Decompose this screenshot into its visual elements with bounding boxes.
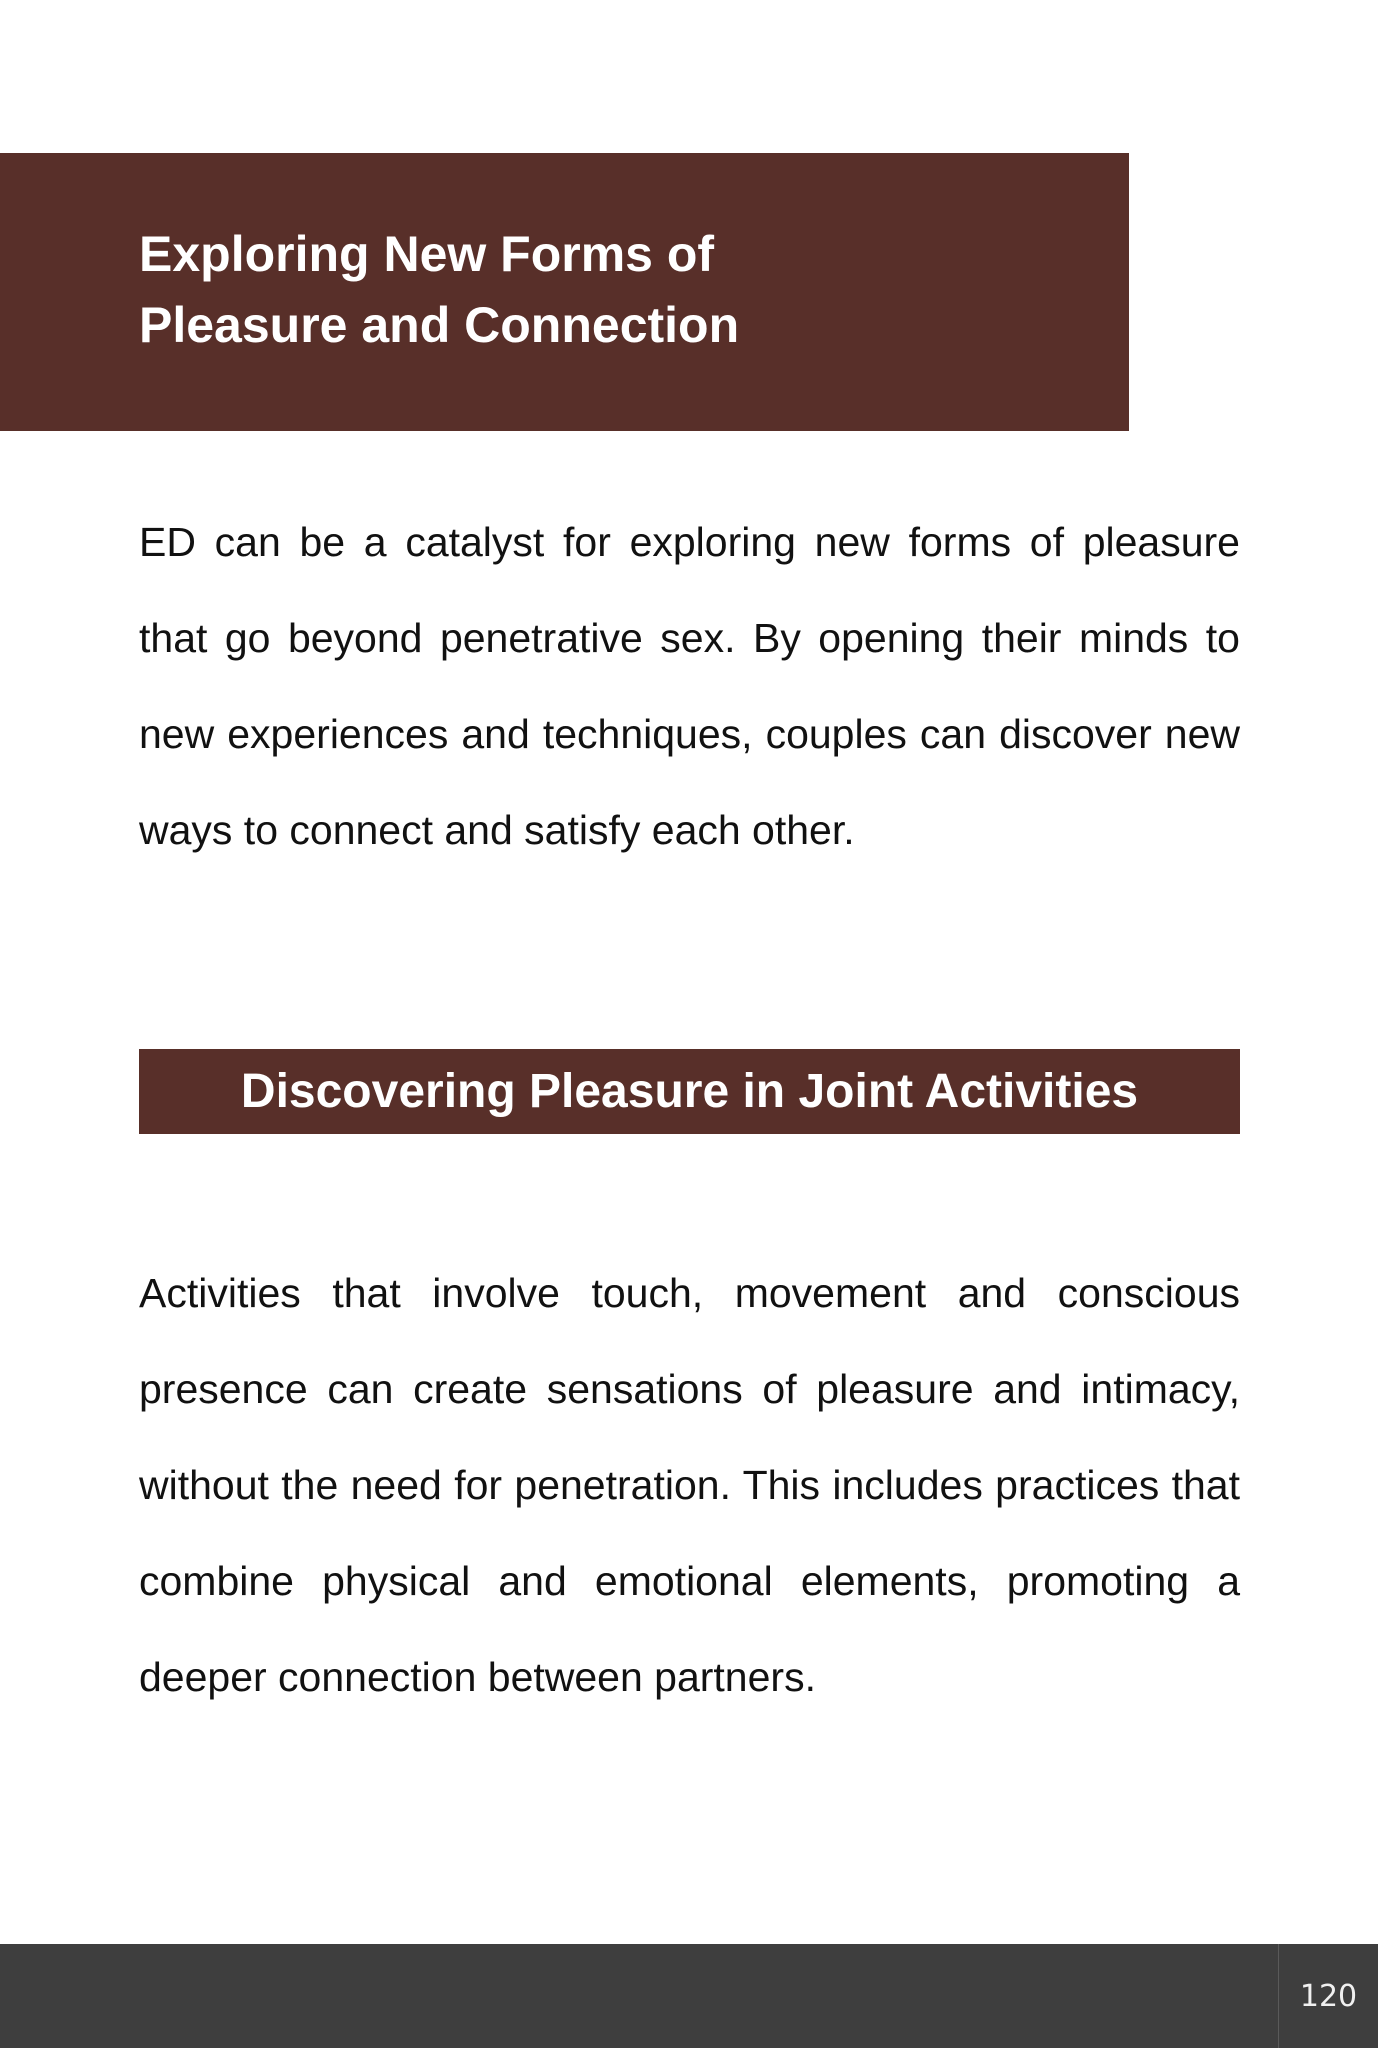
- intro-paragraph: ED can be a catalyst for exploring new forms of pleasure that go beyond penetrative sex. By opening their minds to new experiences and techniques, couples can discover new ways to connect and satisfy each other.: [139, 519, 1240, 853]
- section-paragraph: Activities that involve touch, movement and conscious presence can create sensations of pleasure and intimacy, without the need for penetration. This includes practices that combine physical and emotional elements, promoting a deeper connection between partners.: [139, 1270, 1240, 1700]
- chapter-title-line-2: Pleasure and Connection: [139, 297, 740, 353]
- page-number-box: [1278, 1944, 1378, 2048]
- page-number: 120: [1299, 1978, 1358, 2014]
- chapter-title-banner: [0, 153, 1129, 431]
- chapter-title-line-1: Exploring New Forms of: [139, 226, 715, 282]
- chapter-title: [139, 219, 1039, 361]
- section-heading: Discovering Pleasure in Joint Activities: [240, 1064, 1139, 1118]
- page-footer: [0, 1944, 1378, 2048]
- section-heading-banner: [139, 1049, 1240, 1134]
